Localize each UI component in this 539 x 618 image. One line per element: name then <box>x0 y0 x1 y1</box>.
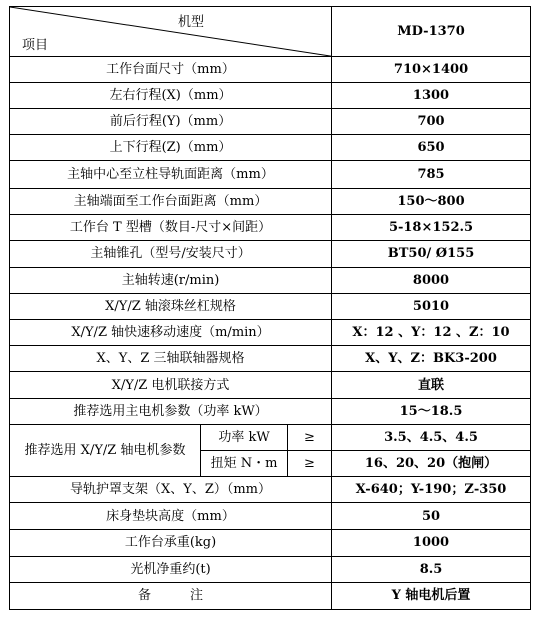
header-diagonal-cell <box>10 7 332 57</box>
spec-label: 导轨护罩支架（X、Y、Z）（mm） <box>10 477 332 503</box>
spec-value: 50 <box>332 503 531 529</box>
spec-label: 主轴端面至工作台面距离（mm） <box>10 188 332 214</box>
servo-power-label: 功率 kW <box>201 425 288 451</box>
spec-row <box>10 477 531 503</box>
servo-torque-value: 16、20、20（抱闸） <box>332 451 531 477</box>
servo-power-row <box>10 425 531 451</box>
spec-value: X：12 、Y：12 、Z：10 <box>332 319 531 345</box>
spec-row <box>10 214 531 240</box>
servo-power-symbol: ≥ <box>288 425 332 451</box>
spec-label: 工作台承重(kg) <box>10 529 332 556</box>
spec-row <box>10 188 531 214</box>
spec-value: X、Y、Z：BK3-200 <box>332 346 531 372</box>
spec-label: 光机净重约(t) <box>10 556 332 582</box>
servo-torque-label: 扭矩 N・m <box>201 451 288 477</box>
spec-label: 主轴中心至立柱导轨面距离（mm） <box>10 161 332 188</box>
spec-value: X-640；Y-190；Z-350 <box>332 477 531 503</box>
servo-power-value: 3.5、4.5、4.5 <box>332 425 531 451</box>
spec-label: 工作台 T 型槽（数目-尺寸×间距） <box>10 214 332 240</box>
spec-value: 785 <box>332 161 531 188</box>
spec-row <box>10 503 531 529</box>
spec-value: 8.5 <box>332 556 531 582</box>
spec-row <box>10 346 531 372</box>
header-item-label: 项目 <box>22 38 49 53</box>
spec-label: X、Y、Z 三轴联轴器规格 <box>10 346 332 372</box>
remarks-row <box>10 582 531 609</box>
spec-row <box>10 529 531 556</box>
servo-label: 推荐选用 X/Y/Z 轴电机参数 <box>10 425 201 477</box>
spec-value: 700 <box>332 109 531 135</box>
remarks-label: 备 注 <box>10 582 332 609</box>
spec-label: 主轴锥孔（型号/安装尺寸） <box>10 240 332 267</box>
spec-value: BT50/ Ø155 <box>332 240 531 267</box>
spec-label: 推荐选用主电机参数（功率 kW） <box>10 399 332 425</box>
remarks-value: Y 轴电机后置 <box>332 582 531 609</box>
spec-label: 主轴转速(r/min) <box>10 267 332 293</box>
spec-table <box>9 6 531 610</box>
spec-value: 5010 <box>332 293 531 319</box>
spec-row <box>10 372 531 399</box>
spec-row <box>10 399 531 425</box>
spec-value: 直联 <box>332 372 531 399</box>
spec-value: 650 <box>332 135 531 161</box>
spec-row <box>10 161 531 188</box>
spec-row <box>10 135 531 161</box>
spec-row <box>10 109 531 135</box>
spec-label: 工作台面尺寸（mm） <box>10 57 332 83</box>
spec-row <box>10 556 531 582</box>
spec-label: 床身垫块高度（mm） <box>10 503 332 529</box>
header-model-label: 机型 <box>178 15 205 30</box>
spec-label: 上下行程(Z)（mm） <box>10 135 332 161</box>
servo-torque-symbol: ≥ <box>288 451 332 477</box>
spec-value: 5-18×152.5 <box>332 214 531 240</box>
spec-row <box>10 319 531 345</box>
model-name: MD-1370 <box>332 7 531 57</box>
spec-row <box>10 240 531 267</box>
spec-row <box>10 293 531 319</box>
spec-label: 左右行程(X)（mm） <box>10 83 332 109</box>
spec-value: 710×1400 <box>332 57 531 83</box>
spec-label: 前后行程(Y)（mm） <box>10 109 332 135</box>
spec-value: 150～800 <box>332 188 531 214</box>
spec-label: X/Y/Z 轴滚珠丝杠规格 <box>10 293 332 319</box>
spec-row <box>10 57 531 83</box>
spec-row <box>10 267 531 293</box>
spec-label: X/Y/Z 电机联接方式 <box>10 372 332 399</box>
spec-value: 8000 <box>332 267 531 293</box>
spec-row <box>10 83 531 109</box>
header-diagonal-line <box>10 7 331 56</box>
header-row <box>10 7 531 57</box>
spec-label: X/Y/Z 轴快速移动速度（m/min） <box>10 319 332 345</box>
spec-value: 1000 <box>332 529 531 556</box>
spec-value: 1300 <box>332 83 531 109</box>
spec-value: 15～18.5 <box>332 399 531 425</box>
